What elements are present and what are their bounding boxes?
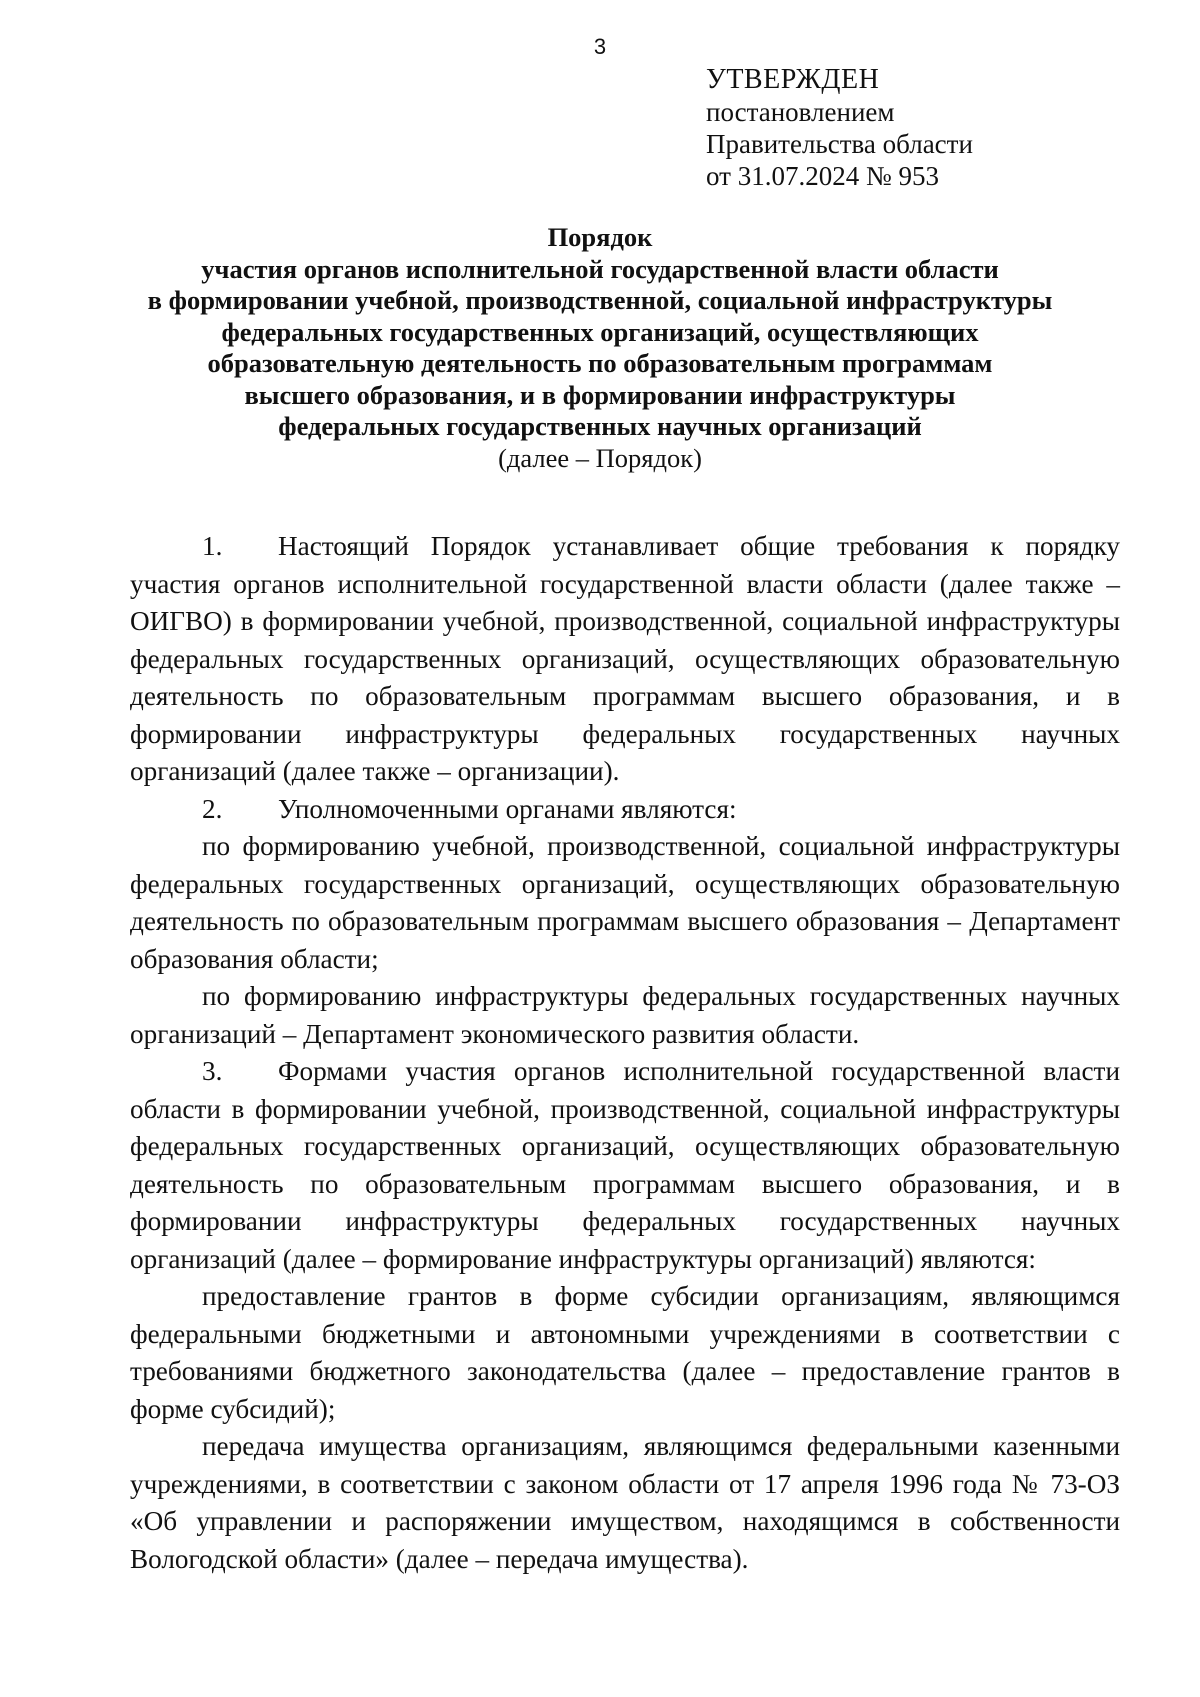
title-note: (далее – Порядок)	[498, 442, 702, 473]
approval-line: Правительства области	[706, 129, 973, 159]
title-line: в формировании учебной, производственной, социальной инфраструктуры	[147, 285, 1053, 315]
paragraph-number: 1.	[202, 531, 223, 561]
document-title	[120, 222, 1080, 474]
paragraph-3	[130, 1053, 1120, 1278]
page-number: 3	[593, 34, 607, 59]
paragraph-2-item-b: по формированию инфраструктуры федеральных государственных научных организаций – Департамент экономического развития области.	[130, 981, 1120, 1049]
title-line: образовательную деятельность по образовательным программам	[207, 348, 993, 378]
title-line: федеральных государственных организаций, осуществляющих	[221, 316, 979, 347]
document-body	[130, 528, 1120, 1578]
paragraph-text: Формами участия органов исполнительной государственной власти области в формировании учебной, производственной, социальной инфраструктуры федеральных государственных организаций, осуществляющих образовательную деятельность по образовательным программам высшего образования, и в формировании инфраструктуры федеральных государственных научных организаций (далее – формирование инфраструктуры организаций) являются:	[130, 1056, 1120, 1274]
paragraph-text: Настоящий Порядок устанавливает общие требования к порядку участия органов исполнительной государственной власти области (далее также – ОИГВО) в формировании учебной, производственной, социальной инфраструктуры федеральных государственных организаций, осуществляющих образовательную деятельность по образовательным программам высшего образования, и в формировании инфраструктуры федеральных государственных научных организаций (далее также – организации).	[130, 531, 1120, 786]
paragraph-number: 2.	[202, 793, 223, 824]
title-heading: Порядок	[547, 222, 653, 252]
paragraph-3-item-a: предоставление грантов в форме субсидии организациям, являющимся федеральными бюджетными и автономными учреждениями в соответствии с требованиями бюджетного законодательства (далее – предоставление грантов в форме субсидий);	[130, 1281, 1120, 1424]
paragraph-text: Уполномоченными органами являются:	[278, 793, 737, 824]
paragraph-1	[130, 528, 1120, 791]
title-line: высшего образования, и в формировании инфраструктуры	[244, 379, 956, 410]
title-line: участия органов исполнительной государственной власти области	[201, 253, 999, 284]
approval-stamp-block	[706, 64, 973, 192]
paragraph-number: 3.	[202, 1056, 223, 1086]
paragraph-2	[130, 791, 1120, 829]
approval-line: постановлением	[706, 97, 895, 127]
paragraph-2-item-a: по формированию учебной, производственной, социальной инфраструктуры федеральных государственных организаций, осуществляющих образовательную деятельность по образовательным программам высшего образования – Департамент образования области;	[130, 831, 1120, 974]
title-line: федеральных государственных научных организаций	[278, 411, 922, 441]
approved-heading: УТВЕРЖДЕН	[706, 64, 880, 95]
approval-date-number: от 31.07.2024 № 953	[706, 161, 939, 191]
paragraph-3-item-b: передача имущества организациям, являющимся федеральными казенными учреждениями, в соответствии с законом области от 17 апреля 1996 года № 73-ОЗ «Об управлении и распоряжении имуществом, находящимся в собственности Вологодской области» (далее – передача имущества).	[130, 1431, 1120, 1574]
